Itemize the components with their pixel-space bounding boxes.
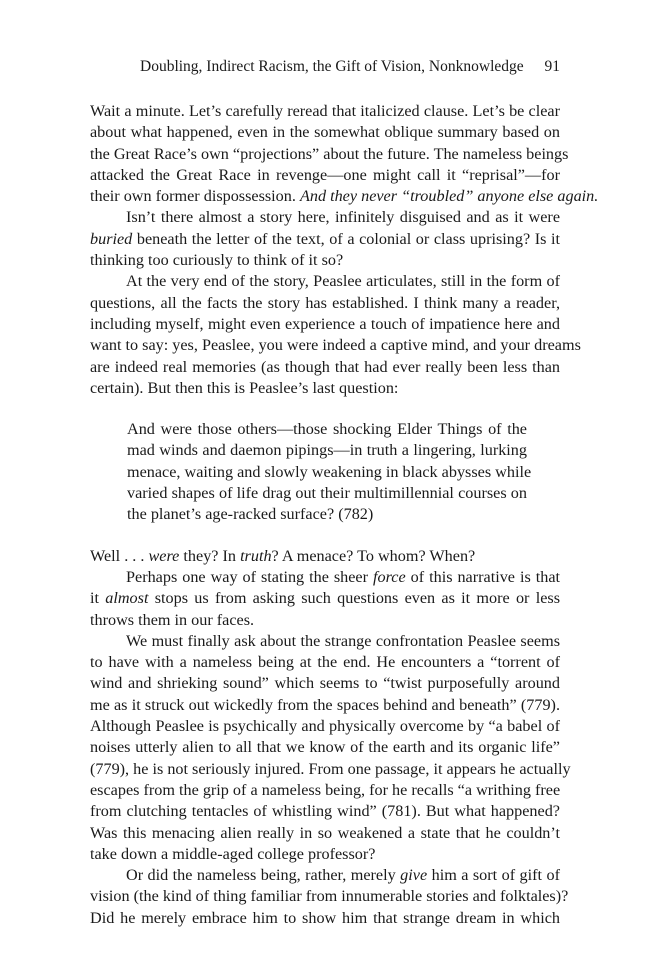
text-line: menace, waiting and slowly weakening in black abysses while bbox=[127, 462, 532, 481]
text-line: Perhaps one way of stating the sheer force of this narrative is that bbox=[126, 567, 561, 586]
text-line: about what happened, even in the somewhat oblique summary based on bbox=[90, 123, 560, 142]
text-line: Was this menacing alien really in so weakened a state that he couldn’t bbox=[90, 823, 560, 842]
text-line: varied shapes of life drag out their multimillennial courses on bbox=[127, 484, 527, 503]
paragraph bbox=[90, 567, 560, 631]
emphasis: buried bbox=[90, 229, 133, 248]
text-line: At the very end of the story, Peaslee articulates, still in the form of bbox=[126, 272, 560, 291]
text-line: their own former dispossession. And they never “troubled” anyone else again. bbox=[90, 187, 599, 206]
text-line: it almost stops us from asking such questions even as it more or less bbox=[90, 589, 560, 608]
text-line: wind and shrieking sound” which seems to “twist purposefully around bbox=[90, 674, 560, 693]
emphasis: almost bbox=[105, 589, 149, 608]
emphasis: truth bbox=[240, 546, 272, 565]
text-line: want to say: yes, Peaslee, you were indeed a captive mind, and your dreams bbox=[90, 336, 581, 355]
page-number: 91 bbox=[544, 58, 560, 75]
block-quote bbox=[127, 419, 532, 525]
text-line: including myself, might even experience a touch of impatience here and bbox=[90, 314, 560, 333]
text-line: Did he merely embrace him to show him that strange dream in which bbox=[90, 908, 560, 927]
text-line: noises utterly alien to all that we know of the earth and its organic life” bbox=[90, 738, 560, 757]
text-line: Isn’t there almost a story here, infinitely disguised and as it were bbox=[126, 208, 560, 227]
text-line: Wait a minute. Let’s carefully reread that italicized clause. Let’s be clear bbox=[90, 102, 560, 120]
emphasis: force bbox=[373, 567, 406, 586]
text-line: certain). But then this is Peaslee’s last question: bbox=[90, 378, 399, 397]
text-line: Well . . . were they? In truth? A menace? To whom? When? bbox=[90, 546, 476, 565]
emphasis: give bbox=[400, 866, 428, 885]
running-head bbox=[140, 57, 560, 77]
text-line: questions, all the facts the story has established. I think many a reader, bbox=[90, 293, 560, 312]
text-line: throws them in our faces. bbox=[90, 610, 255, 629]
text-line: escapes from the grip of a nameless being, for he recalls “a writhing free bbox=[90, 780, 561, 799]
text-line: (779), he is not seriously injured. From one passage, it appears he actually bbox=[90, 759, 571, 778]
text-line: are indeed real memories (as though that had ever really been less than bbox=[90, 357, 560, 376]
paragraph bbox=[90, 271, 581, 399]
text-line: to have with a nameless being at the end. He encounters a “torrent of bbox=[90, 653, 560, 672]
text-line: buried beneath the letter of the text, of a colonial or class uprising? Is it bbox=[90, 229, 560, 248]
text-line: the Great Race’s own “projections” about the future. The nameless beings bbox=[90, 144, 569, 163]
text-line: And were those others—those shocking Elder Things of the bbox=[127, 420, 527, 439]
text-line: Although Peaslee is psychically and physically overcome by “a babel of bbox=[90, 717, 560, 736]
text-line: from clutching tentacles of whistling wind” (781). But what happened? bbox=[90, 802, 560, 821]
text-line: vision (the kind of thing familiar from innumerable stories and folktales)? bbox=[90, 887, 569, 906]
emphasis: And they never “troubled” anyone else again. bbox=[299, 187, 599, 206]
text-line: Or did the nameless being, rather, merely give him a sort of gift of bbox=[126, 866, 560, 885]
paragraph bbox=[90, 546, 560, 567]
paragraph bbox=[90, 865, 569, 929]
text-line: attacked the Great Race in revenge—one might call it “reprisal”—for bbox=[90, 165, 560, 184]
text-line: me as it struck out wickedly from the spaces behind and beneath” (779). bbox=[90, 695, 560, 714]
running-title: Doubling, Indirect Racism, the Gift of Vision, Nonknowledge bbox=[140, 58, 524, 75]
emphasis: were bbox=[148, 546, 180, 565]
body-text bbox=[90, 101, 599, 929]
text-line: We must finally ask about the strange confrontation Peaslee seems bbox=[126, 631, 560, 650]
text-line: the planet’s age-racked surface? (782) bbox=[127, 505, 374, 524]
text-line: mad winds and daemon pipings—in truth a lingering, lurking bbox=[127, 441, 527, 460]
paragraph bbox=[90, 631, 571, 865]
text-line: thinking too curiously to think of it so? bbox=[90, 251, 344, 270]
text-line: take down a middle-aged college professor? bbox=[90, 844, 376, 863]
paragraph bbox=[90, 207, 560, 271]
paragraph bbox=[90, 101, 599, 207]
